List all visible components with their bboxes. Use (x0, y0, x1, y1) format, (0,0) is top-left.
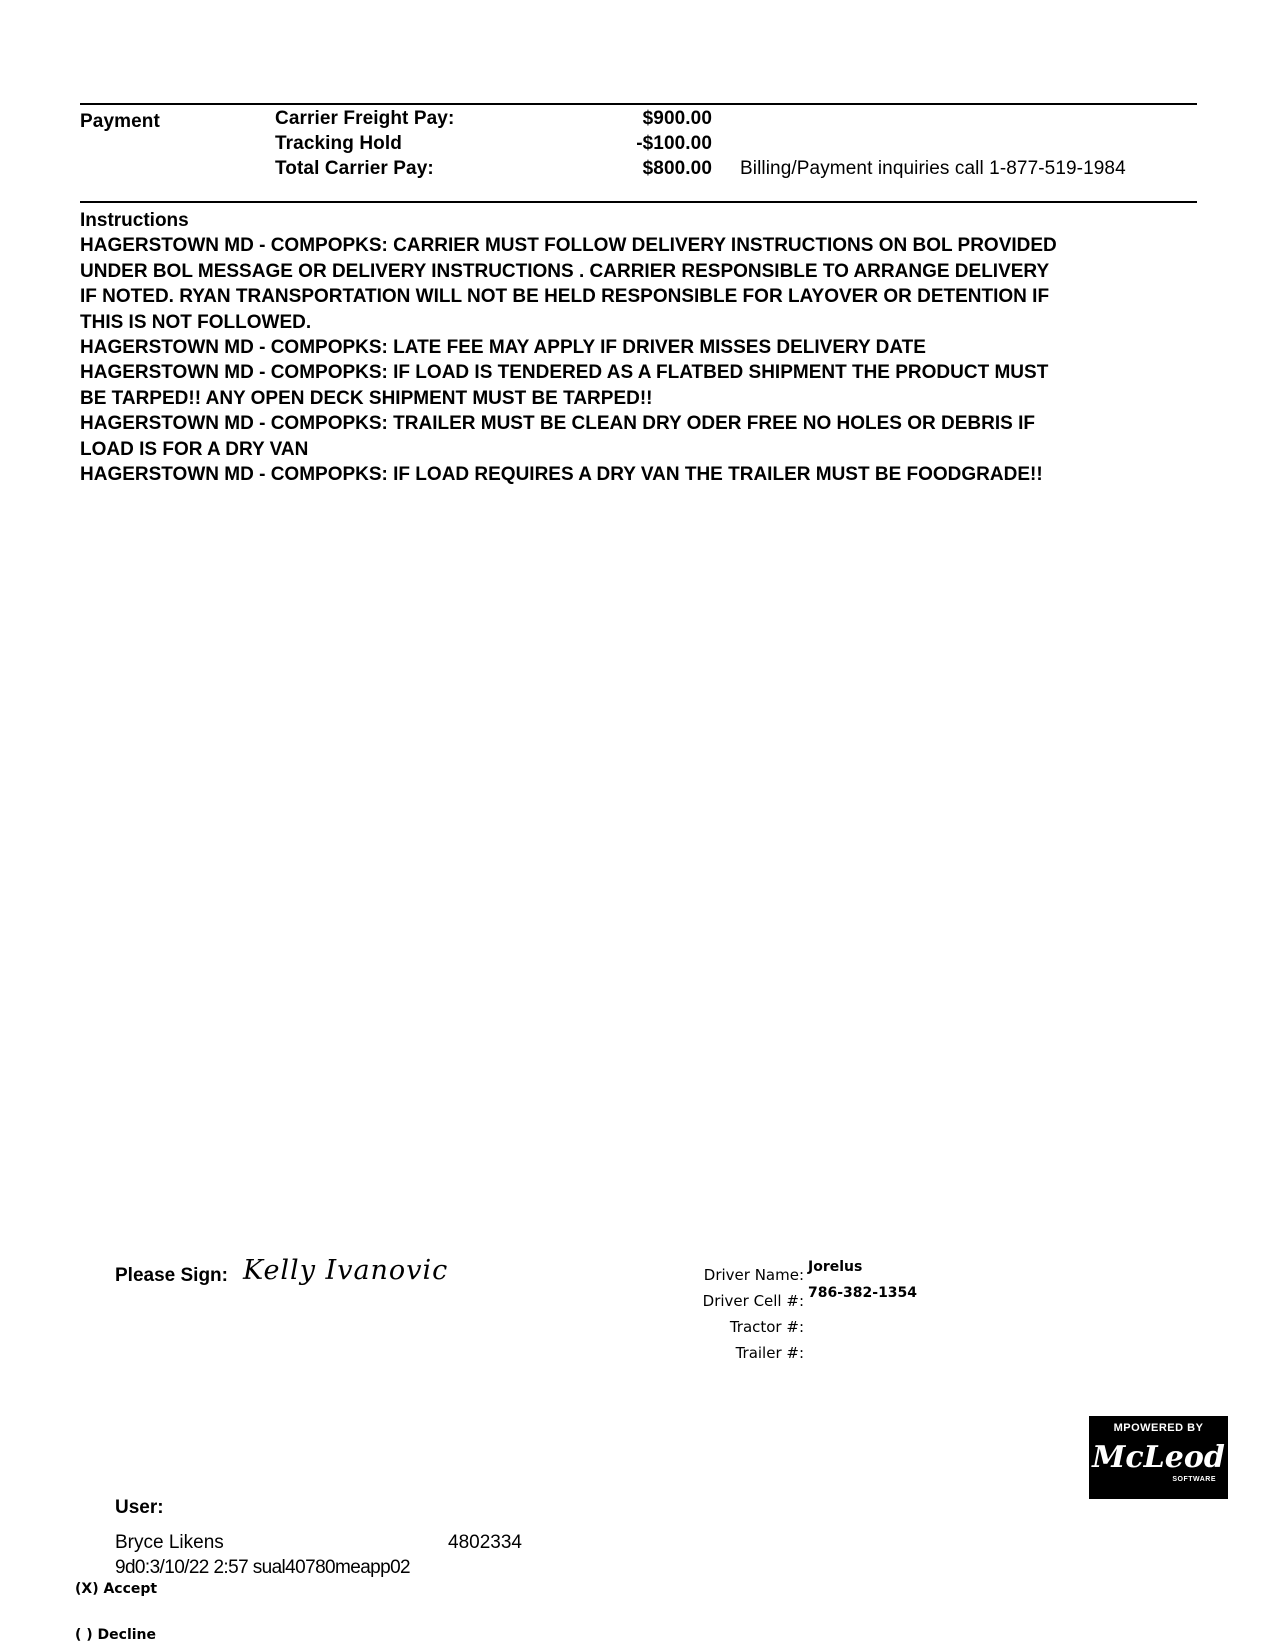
instructions-block (80, 208, 1200, 487)
instruction-line: HAGERSTOWN MD - COMPOPKS: IF LOAD IS TENDERED AS A FLATBED SHIPMENT THE PRODUCT MUST (80, 362, 1049, 384)
payment-row-amount: -$100.00 (636, 133, 712, 154)
payment-row-label: Carrier Freight Pay: (275, 108, 455, 129)
accept-option[interactable]: (X) Accept (75, 1581, 158, 1597)
instruction-line: BE TARPED!! ANY OPEN DECK SHIPMENT MUST BE TARPED!! (80, 387, 653, 409)
driver-name-label: Driver Name: (703, 1266, 804, 1284)
payment-row-amount: $900.00 (642, 108, 712, 129)
instruction-line: HAGERSTOWN MD - COMPOPKS: CARRIER MUST FOLLOW DELIVERY INSTRUCTIONS ON BOL PROVIDED (80, 235, 1057, 257)
mcleod-logo (1089, 1416, 1228, 1499)
signature[interactable]: Kelly Ivanovic (243, 1255, 449, 1286)
user-session: 9d0:3/10/22 2:57 sual40780meapp02 (115, 1557, 411, 1578)
tractor-label: Tractor #: (729, 1318, 804, 1336)
logo-brand: McLeod (1092, 1440, 1225, 1475)
billing-inquiries-note: Billing/Payment inquiries call 1-877-519-1984 (740, 158, 1126, 179)
driver-name-value: Jorelus (808, 1259, 863, 1275)
instruction-line: LOAD IS FOR A DRY VAN (80, 438, 309, 460)
instruction-line: HAGERSTOWN MD - COMPOPKS: IF LOAD REQUIRES A DRY VAN THE TRAILER MUST BE FOODGRADE!! (80, 464, 1043, 486)
payment-section-label: Payment (80, 111, 160, 132)
instruction-line: THIS IS NOT FOLLOWED. (80, 311, 312, 333)
logo-sub: SOFTWARE (1172, 1476, 1216, 1483)
instructions-heading: Instructions (80, 210, 189, 231)
user-name: Bryce Likens (115, 1532, 224, 1553)
instruction-line: IF NOTED. RYAN TRANSPORTATION WILL NOT BE HELD RESPONSIBLE FOR LAYOVER OR DETENTION IF (80, 286, 1050, 308)
payment-row-label: Tracking Hold (275, 133, 402, 154)
driver-cell-value: 786-382-1354 (808, 1285, 918, 1301)
user-id: 4802334 (448, 1532, 522, 1553)
instruction-line: HAGERSTOWN MD - COMPOPKS: TRAILER MUST BE CLEAN DRY ODER FREE NO HOLES OR DEBRIS IF (80, 413, 1035, 435)
payment-divider (80, 201, 1197, 203)
decline-option[interactable]: ( ) Decline (75, 1627, 157, 1643)
instruction-line: UNDER BOL MESSAGE OR DELIVERY INSTRUCTIONS . CARRIER RESPONSIBLE TO ARRANGE DELIVERY (80, 260, 1050, 282)
instruction-line: HAGERSTOWN MD - COMPOPKS: LATE FEE MAY APPLY IF DRIVER MISSES DELIVERY DATE (80, 337, 926, 359)
trailer-label: Trailer #: (735, 1344, 804, 1362)
top-divider (80, 103, 1197, 105)
payment-row-label: Total Carrier Pay: (275, 158, 434, 179)
driver-cell-label: Driver Cell #: (702, 1292, 804, 1310)
user-label: User: (115, 1497, 164, 1518)
please-sign-label: Please Sign: (115, 1265, 228, 1286)
logo-tagline: MPOWERED BY (1113, 1422, 1204, 1434)
payment-row-amount: $800.00 (642, 158, 712, 179)
